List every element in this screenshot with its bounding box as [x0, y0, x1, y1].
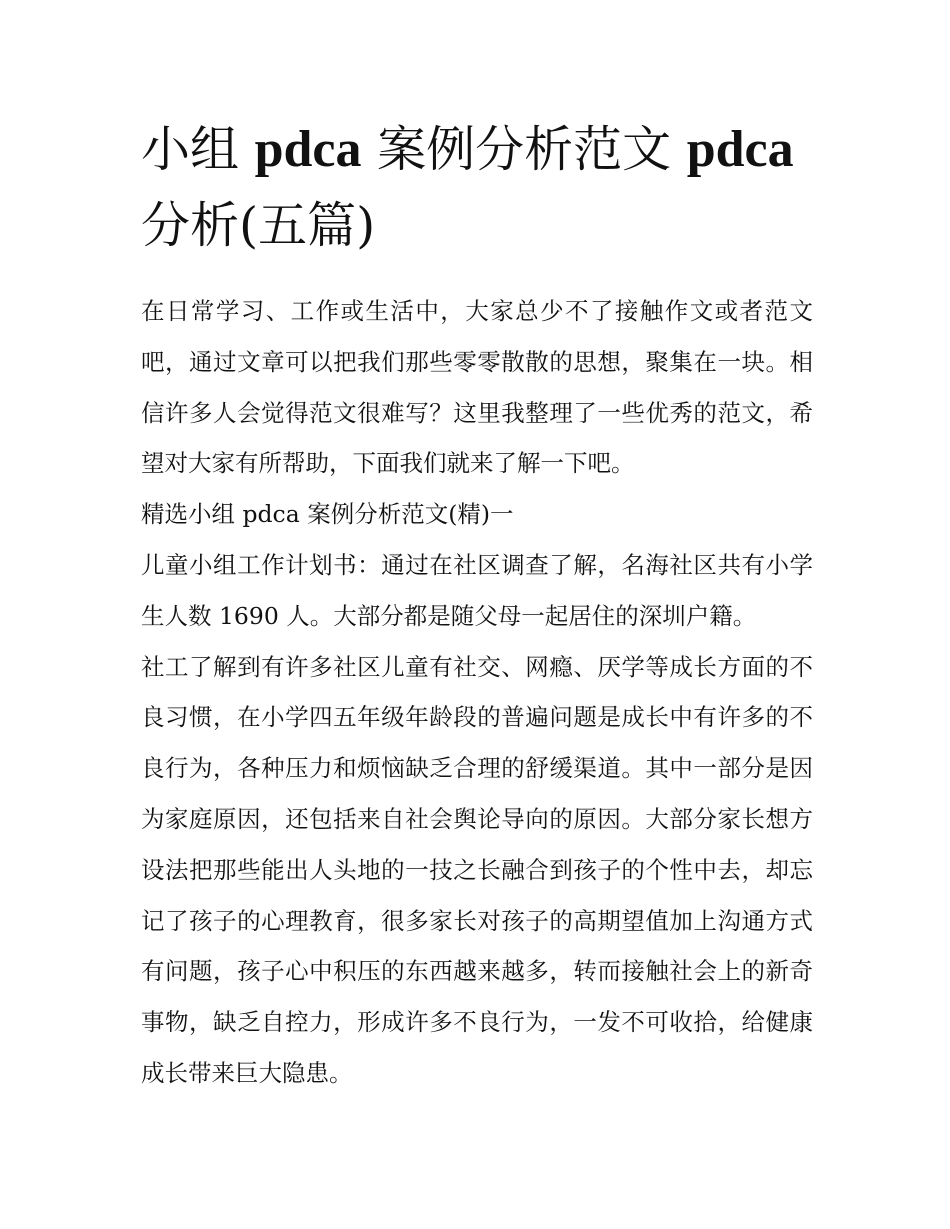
intro-paragraph: 在日常学习、工作或生活中，大家总少不了接触作文或者范文吧，通过文章可以把我们那些零零散散的思想，聚集在一块。相信许多人会觉得范文很难写？这里我整理了一些优秀的范文，希望对大家有所帮助，下面我们就来了解一下吧。	[141, 297, 813, 478]
document-title	[141, 112, 813, 264]
body-paragraph-1: 儿童小组工作计划书：通过在社区调查了解，名海社区共有小学生人数 1690 人。大部分都是随父母一起居住的深圳户籍。	[141, 550, 813, 630]
document-content	[141, 112, 813, 1099]
document-body	[141, 286, 813, 1099]
title-part-2: pdca	[254, 121, 362, 178]
body-paragraph-2: 社工了解到有许多社区儿童有社交、网瘾、厌学等成长方面的不良习惯，在小学四五年级年龄段的普遍问题是成长中有许多的不良行为，各种压力和烦恼缺乏合理的舒缓渠道。其中一部分是因为家庭原因，还包括来自社会舆论导向的原因。大部分家长想方设法把那些能出人头地的一技之长融合到孩子的个性中去，却忘记了孩子的心理教育，很多家长对孩子的高期望值加上沟通方式有问题，孩子心中积压的东西越来越多，转而接触社会上的新奇事物，缺乏自控力，形成许多不良行为，一发不可收拾，给健康成长带来巨大隐患。	[141, 652, 813, 1087]
title-part-3: 案例分析范文	[377, 121, 672, 178]
title-part-1: 小组	[141, 121, 240, 178]
section-heading: 精选小组 pdca 案例分析范文(精)一	[141, 500, 514, 529]
title-part-4: pdca	[686, 121, 794, 178]
title-part-5: 分析(五篇)	[141, 197, 376, 254]
